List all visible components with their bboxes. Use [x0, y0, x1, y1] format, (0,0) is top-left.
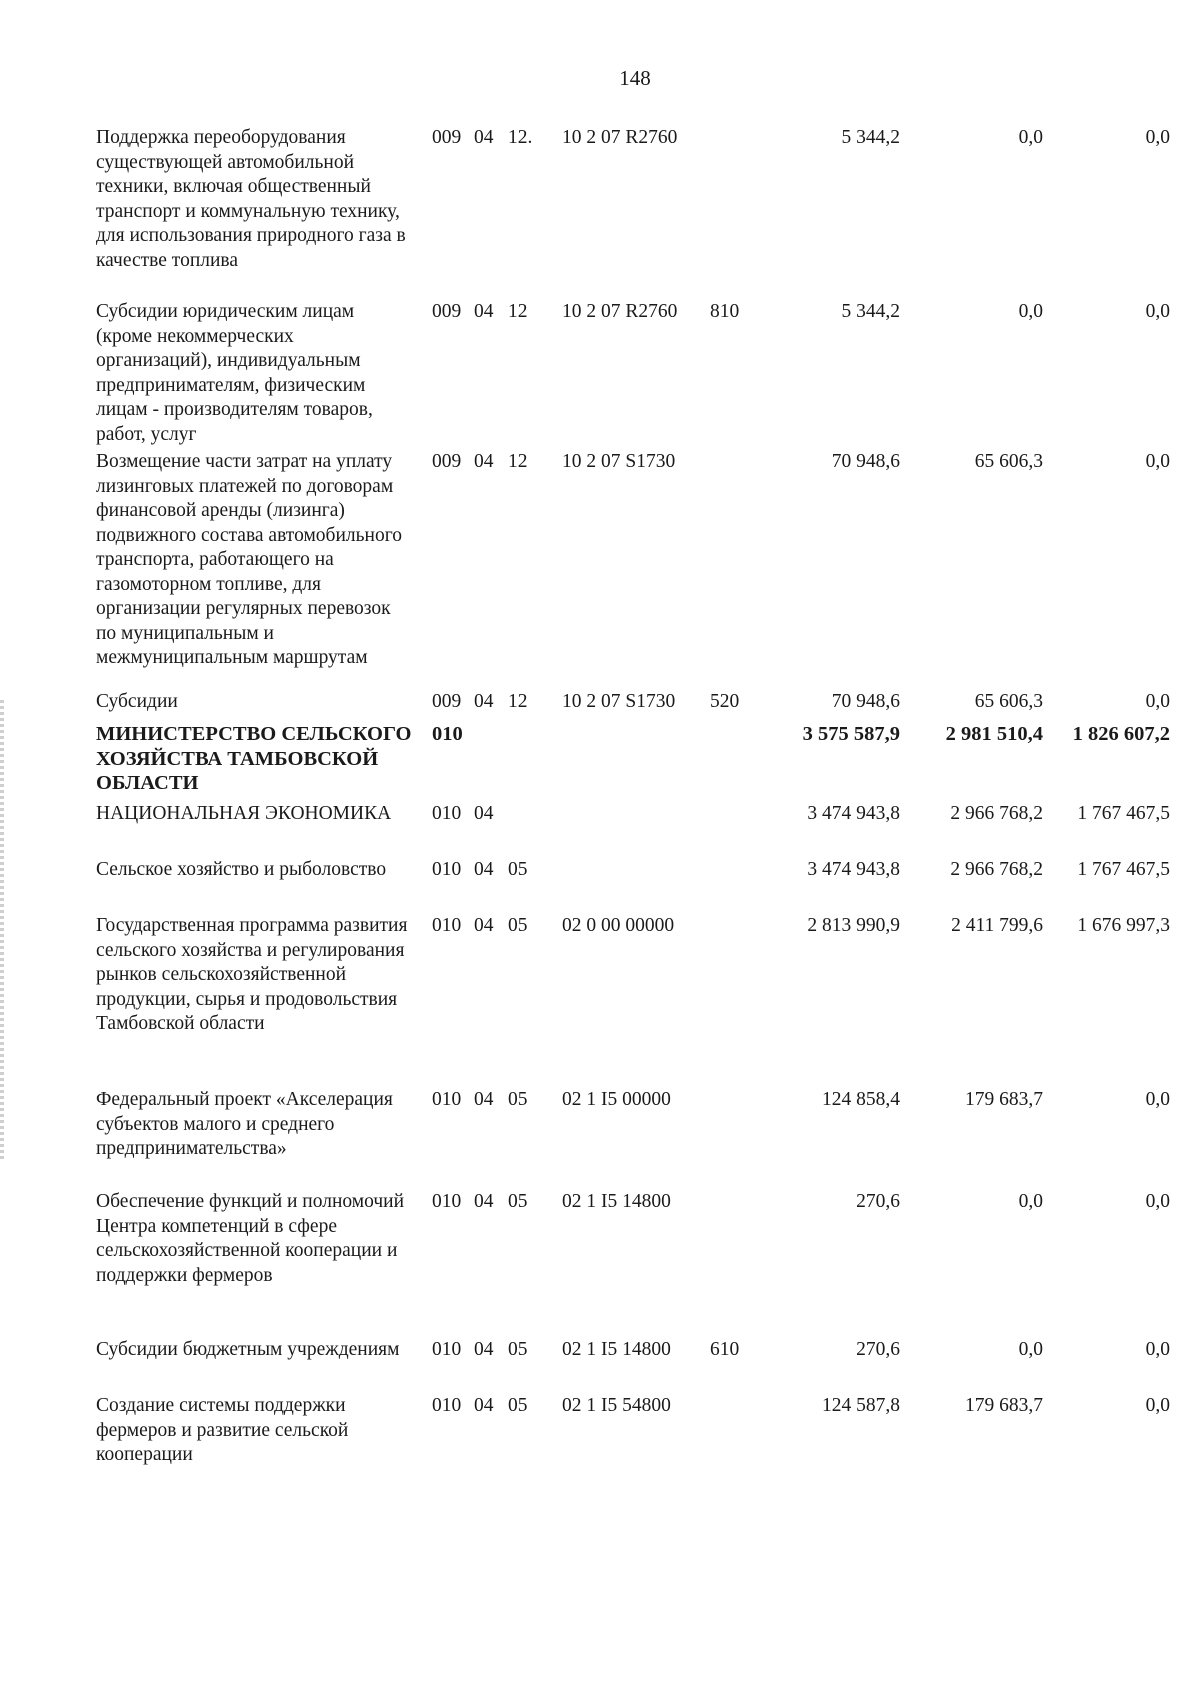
expense-type-code: 520 [710, 691, 740, 712]
amount-year-2: 65 606,3 [974, 691, 1043, 712]
row-name: НАЦИОНАЛЬНАЯ ЭКОНОМИКА [96, 803, 392, 824]
subsection-code: 12 [508, 451, 528, 472]
amount-year-2: 2 966 768,2 [950, 803, 1043, 824]
section-code: 04 [474, 1339, 494, 1360]
section-code: 04 [474, 1191, 494, 1212]
row-name: Обеспечение функций и полномочий Центра компетенций в сфере сельскохозяйственной кооперации и поддержки фермеров [96, 1191, 405, 1286]
amount-year-2: 0,0 [1018, 1339, 1043, 1360]
program-code: 10 2 07 S1730 [562, 451, 676, 472]
row-name: Федеральный проект «Акселерация субъектов малого и среднего предпринимательства» [96, 1089, 393, 1159]
row-name: МИНИСТЕРСТВО СЕЛЬСКОГО ХОЗЯЙСТВА ТАМБОВСКОЙ ОБЛАСТИ [96, 723, 412, 794]
section-code: 04 [474, 451, 494, 472]
amount-year-2: 179 683,7 [965, 1089, 1043, 1110]
amount-year-2: 65 606,3 [974, 451, 1043, 472]
section-code: 04 [474, 1089, 494, 1110]
amount-year-3: 1 826 607,2 [1072, 723, 1170, 745]
section-code: 04 [474, 915, 494, 936]
amount-year-3: 1 767 467,5 [1077, 803, 1170, 824]
amount-year-3: 0,0 [1145, 127, 1170, 148]
amount-year-3: 1 767 467,5 [1077, 859, 1170, 880]
amount-year-1: 124 587,8 [822, 1395, 900, 1416]
subsection-code: 12 [508, 301, 528, 322]
amount-year-3: 0,0 [1145, 691, 1170, 712]
program-code: 10 2 07 R2760 [562, 301, 678, 322]
amount-year-2: 2 966 768,2 [950, 859, 1043, 880]
amount-year-1: 270,6 [856, 1339, 900, 1360]
subsection-code: 05 [508, 859, 528, 880]
program-code: 10 2 07 R2760 [562, 127, 678, 148]
expense-type-code: 610 [710, 1339, 740, 1360]
program-code: 02 0 00 00000 [562, 915, 675, 936]
admin-code: 009 [432, 691, 462, 712]
subsection-code: 12 [508, 691, 528, 712]
admin-code: 010 [432, 1089, 462, 1110]
amount-year-1: 124 858,4 [822, 1089, 900, 1110]
admin-code: 009 [432, 301, 462, 322]
admin-code: 009 [432, 127, 462, 148]
amount-year-3: 0,0 [1145, 1089, 1170, 1110]
amount-year-1: 3 575 587,9 [802, 723, 900, 745]
amount-year-3: 0,0 [1145, 1191, 1170, 1212]
amount-year-3: 0,0 [1145, 301, 1170, 322]
page-number: 148 [619, 66, 651, 90]
row-name: Субсидии [96, 691, 178, 712]
amount-year-3: 1 676 997,3 [1077, 915, 1170, 936]
section-code: 04 [474, 301, 494, 322]
program-code: 02 1 I5 54800 [562, 1395, 671, 1416]
amount-year-2: 0,0 [1018, 301, 1043, 322]
amount-year-1: 2 813 990,9 [807, 915, 900, 936]
subsection-code: 05 [508, 915, 528, 936]
section-code: 04 [474, 859, 494, 880]
amount-year-1: 3 474 943,8 [807, 859, 900, 880]
program-code: 02 1 I5 14800 [562, 1339, 671, 1360]
subsection-code: 05 [508, 1339, 528, 1360]
program-code: 02 1 I5 14800 [562, 1191, 671, 1212]
program-code: 10 2 07 S1730 [562, 691, 676, 712]
subsection-code: 05 [508, 1089, 528, 1110]
subsection-code: 05 [508, 1395, 528, 1416]
section-code: 04 [474, 127, 494, 148]
row-name: Сельское хозяйство и рыболовство [96, 859, 387, 880]
admin-code: 010 [432, 1191, 462, 1212]
amount-year-2: 179 683,7 [965, 1395, 1043, 1416]
subsection-code: 12. [508, 127, 533, 148]
subsection-code: 05 [508, 1191, 528, 1212]
section-code: 04 [474, 1395, 494, 1416]
amount-year-2: 2 981 510,4 [945, 723, 1043, 745]
admin-code: 010 [432, 915, 462, 936]
admin-code: 009 [432, 451, 462, 472]
expense-type-code: 810 [710, 301, 740, 322]
admin-code: 010 [432, 723, 463, 745]
amount-year-2: 0,0 [1018, 127, 1043, 148]
amount-year-1: 270,6 [856, 1191, 900, 1212]
amount-year-1: 70 948,6 [831, 691, 900, 712]
section-code: 04 [474, 691, 494, 712]
admin-code: 010 [432, 1339, 462, 1360]
row-name: Субсидии юридическим лицам (кроме некоммерческих организаций), индивидуальным предпринимателям, физическим лицам - производителям товаров, работ, услуг [96, 301, 373, 445]
amount-year-3: 0,0 [1145, 1395, 1170, 1416]
row-name: Поддержка переоборудования существующей автомобильной техники, включая общественный транспорт и коммунальную технику, для использования природного газа в качестве топлива [96, 127, 406, 271]
admin-code: 010 [432, 1395, 462, 1416]
row-name: Создание системы поддержки фермеров и развитие сельской кооперации [96, 1395, 349, 1465]
row-name: Возмещение части затрат на уплату лизинговых платежей по договорам финансовой аренды (лизинга) подвижного состава автомобильного транспорта, работающего на газомоторном топливе, для организации регулярных перевозок по муниципальным и межмуниципальным маршрутам [96, 451, 402, 668]
amount-year-3: 0,0 [1145, 1339, 1170, 1360]
amount-year-1: 3 474 943,8 [807, 803, 900, 824]
scan-edge-artifact [0, 700, 4, 1160]
amount-year-1: 70 948,6 [831, 451, 900, 472]
program-code: 02 1 I5 00000 [562, 1089, 671, 1110]
section-code: 04 [474, 803, 494, 824]
amount-year-1: 5 344,2 [841, 301, 900, 322]
amount-year-3: 0,0 [1145, 451, 1170, 472]
admin-code: 010 [432, 803, 462, 824]
amount-year-2: 0,0 [1018, 1191, 1043, 1212]
row-name: Субсидии бюджетным учреждениям [96, 1339, 400, 1360]
row-name: Государственная программа развития сельского хозяйства и регулирования рынков сельскохозяйственной продукции, сырья и продовольствия Тамбовской области [96, 915, 408, 1034]
amount-year-1: 5 344,2 [841, 127, 900, 148]
amount-year-2: 2 411 799,6 [951, 915, 1043, 936]
admin-code: 010 [432, 859, 462, 880]
